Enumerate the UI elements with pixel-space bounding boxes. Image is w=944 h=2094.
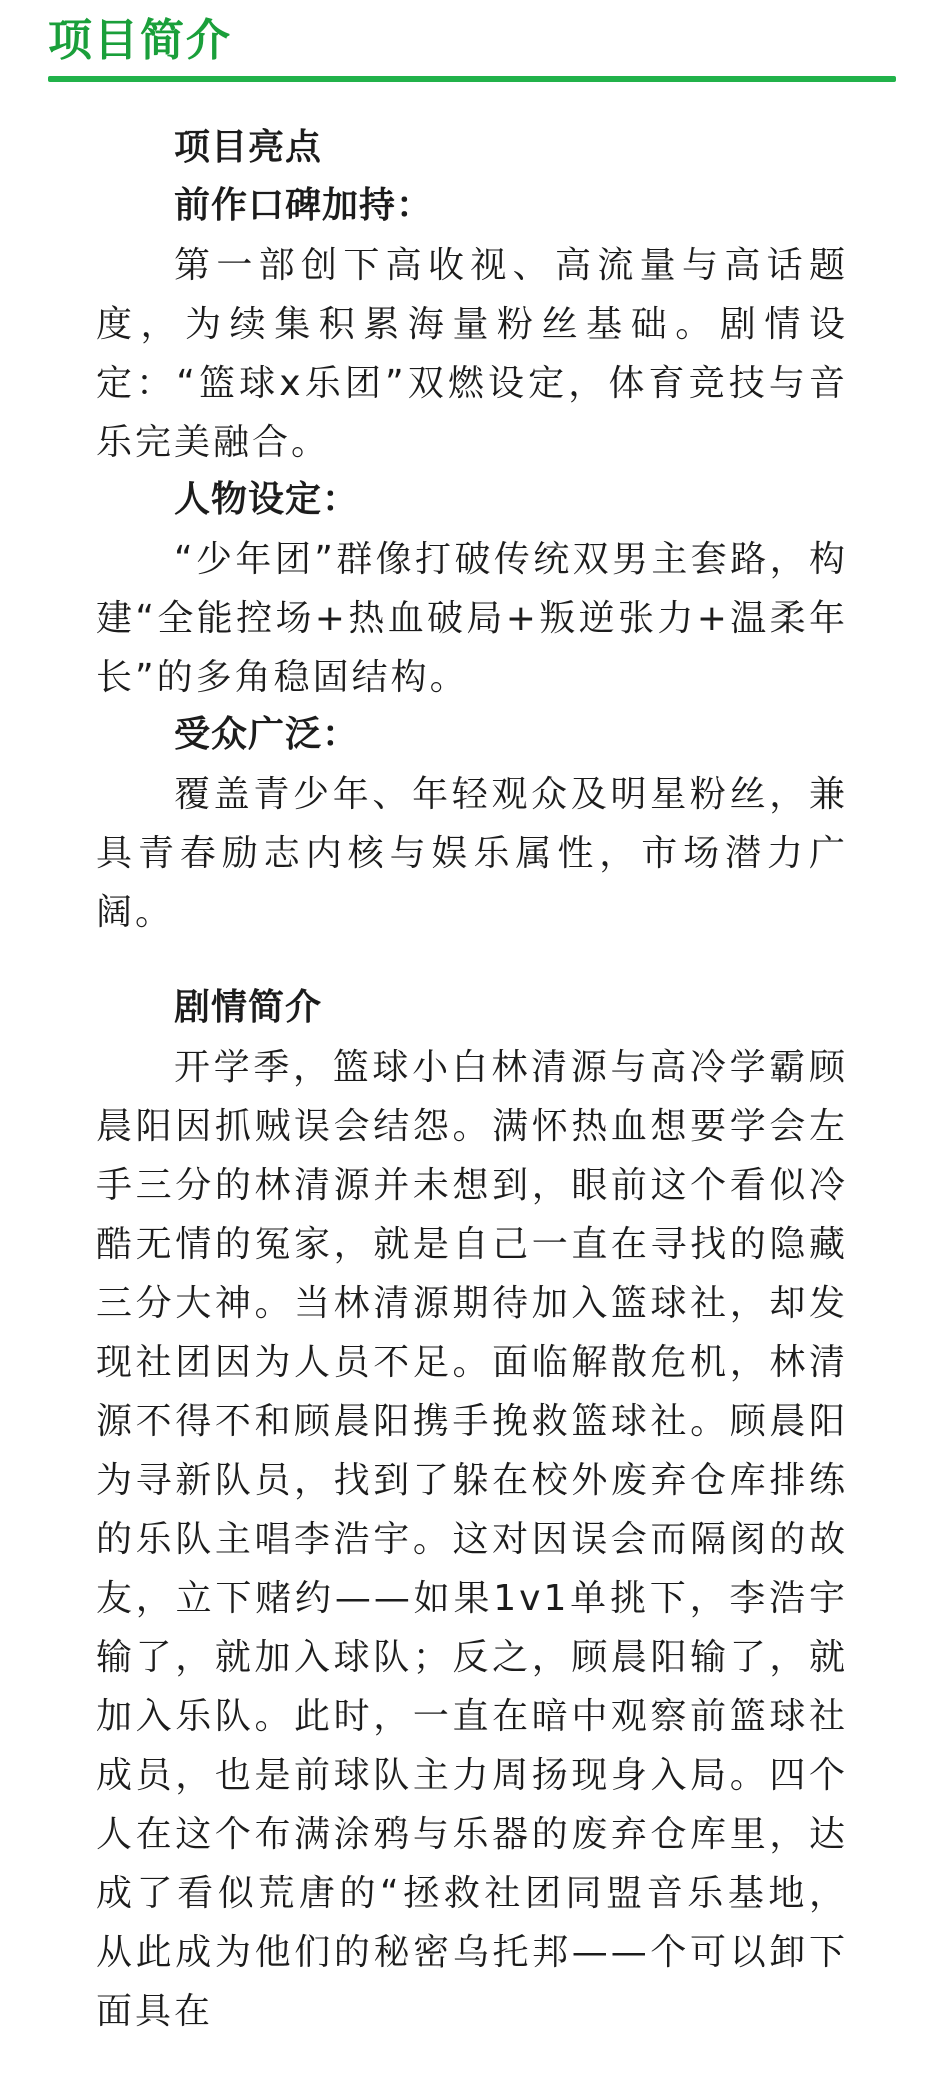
bottom-fade-overlay xyxy=(0,2054,944,2094)
highlight-text-characters: “少年团”群像打破传统双男主套路，构建“全能控场+热血破局+叛逆张力+温柔年长”的多角稳固结构。 xyxy=(96,539,848,698)
document-header xyxy=(0,0,944,86)
document-body xyxy=(96,120,848,2041)
title-divider xyxy=(48,76,896,82)
highlight-text-reputation: 第一部创下高收视、高流量与高话题度，为续集积累海量粉丝基础。剧情设定：“篮球x乐团”双燃设定，体育竞技与音乐完美融合。 xyxy=(96,245,848,463)
section-title-synopsis: 剧情简介 xyxy=(174,987,323,1028)
section-title-highlights: 项目亮点 xyxy=(174,127,323,168)
page-title: 项目简介 xyxy=(48,15,232,66)
highlight-label-characters: 人物设定： xyxy=(174,479,360,520)
highlight-label-audience: 受众广泛： xyxy=(174,714,360,755)
highlight-text-audience: 覆盖青少年、年轻观众及明星粉丝，兼具青春励志内核与娱乐属性，市场潜力广阔。 xyxy=(96,774,848,933)
highlight-label-reputation: 前作口碑加持： xyxy=(174,185,434,226)
section-spacer xyxy=(96,942,848,980)
synopsis-text: 开学季，篮球小白林清源与高冷学霸顾晨阳因抓贼误会结怨。满怀热血想要学会左手三分的林清源并未想到，眼前这个看似冷酷无情的冤家，就是自己一直在寻找的隐藏三分大神。当林清源期待加入篮球社，却发现社团因为人员不足。面临解散危机，林清源不得不和顾晨阳携手挽救篮球社。顾晨阳为寻新队员，找到了躲在校外废弃仓库排练的乐队主唱李浩宇。这对因误会而隔阂的故友，立下赌约——如果1v1单挑下，李浩宇输了，就加入球队；反之，顾晨阳输了，就加入乐队。此时，一直在暗中观察前篮球社成员，也是前球队主力周扬现身入局。四个人在这个布满涂鸦与乐器的废弃仓库里，达成了看似荒唐的“拯救社团同盟音乐基地，从此成为他们的秘密乌托邦——个可以卸下面具在 xyxy=(96,1047,848,2032)
